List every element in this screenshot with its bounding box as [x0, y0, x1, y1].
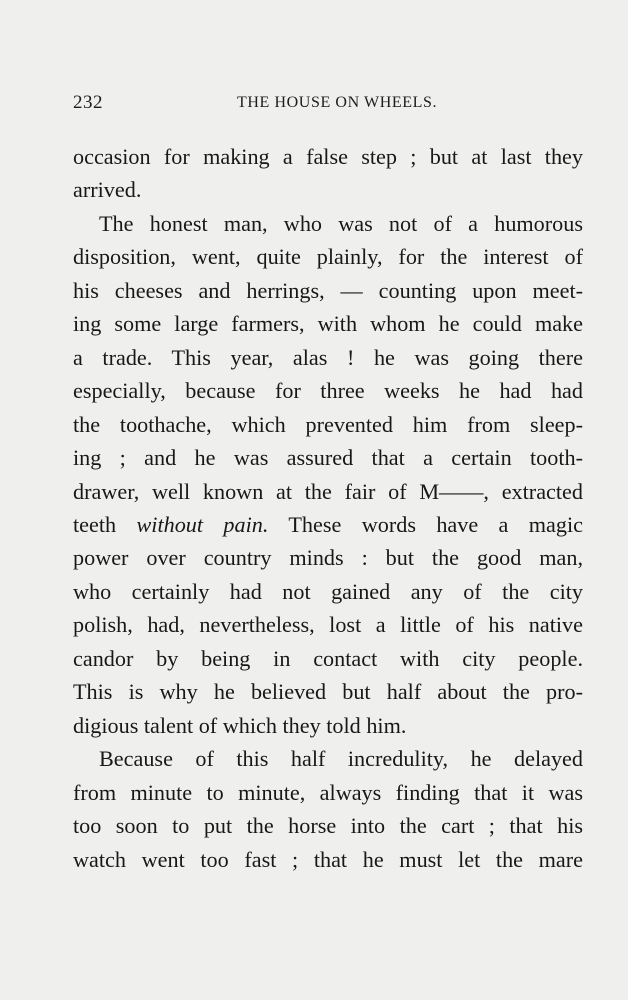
text-line: too soon to put the horse into the cart ; that his [73, 813, 583, 839]
text-line: The honest man, who was not of a humorous [99, 210, 583, 236]
text-fragment: These words have a magic [268, 511, 583, 537]
text-line: This is why he believed but half about the pro- [73, 679, 583, 705]
text-line: ing some large farmers, with whom he could make [73, 311, 583, 337]
text-line: candor by being in contact with city people. [73, 645, 583, 671]
text-line: his cheeses and herrings, — counting upon meet- [73, 277, 583, 303]
text-line: occasion for making a false step ; but at last they [73, 144, 583, 169]
text-line: the toothache, which prevented him from sleep- [73, 411, 583, 437]
page-number: 232 [73, 92, 103, 113]
text-line: Because of this half incredulity, he delayed [99, 746, 583, 772]
text-line: arrived. [73, 177, 142, 203]
text-line: polish, had, nevertheless, lost a little of his native [73, 612, 583, 638]
page-header [73, 92, 585, 112]
text-line: watch went too fast ; that he must let the mare [73, 846, 583, 872]
text-line: power over country minds : but the good man, [73, 545, 583, 571]
text-line: disposition, went, quite plainly, for the interest of [73, 244, 583, 270]
text-line: who certainly had not gained any of the city [73, 578, 583, 604]
text-line: ing ; and he was assured that a certain tooth- [73, 445, 583, 471]
running-head: THE HOUSE ON WHEELS. [237, 94, 438, 111]
text-line: digious talent of which they told him. [73, 712, 407, 738]
text-line-with-italic [73, 508, 583, 541]
text-fragment: teeth [73, 511, 137, 537]
italic-text: without pain. [136, 511, 269, 537]
text-line: especially, because for three weeks he had had [73, 378, 583, 404]
text-line: a trade. This year, alas ! he was going there [73, 344, 583, 370]
text-line: drawer, well known at the fair of M——, extracted [73, 478, 583, 504]
text-line: from minute to minute, always finding that it was [73, 779, 583, 805]
body-text [73, 140, 583, 876]
